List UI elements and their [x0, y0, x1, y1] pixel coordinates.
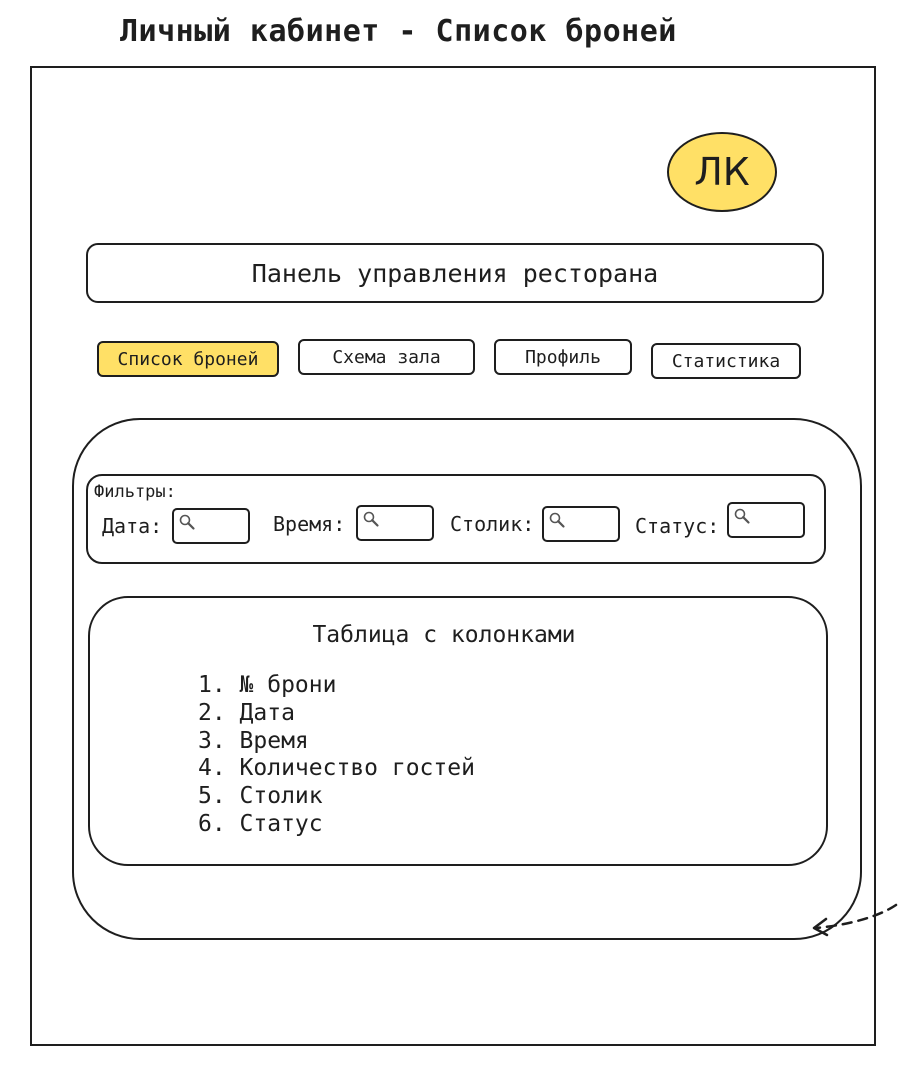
filter-time-label: Время: [273, 512, 346, 536]
list-item: 4. Количество гостей [198, 755, 475, 782]
table-title: Таблица с колонками [312, 622, 576, 648]
search-icon [548, 511, 566, 529]
tab-hall-scheme[interactable]: Схема зала [298, 339, 475, 375]
filter-status-label: Статус: [635, 514, 720, 538]
tab-bookings[interactable]: Список броней [97, 341, 279, 377]
filter-table-label: Столик: [450, 512, 535, 536]
filter-status-input[interactable] [727, 502, 805, 538]
tab-statistics[interactable]: Статистика [651, 343, 801, 379]
arrow-icon [808, 895, 898, 940]
search-icon [733, 507, 751, 525]
filter-time-input[interactable] [356, 505, 434, 541]
filter-table-input[interactable] [542, 506, 620, 542]
search-icon [178, 513, 196, 531]
list-item: 1. № брони [198, 672, 337, 698]
avatar[interactable]: ЛК [667, 132, 777, 212]
search-icon [362, 510, 380, 528]
filters-title: Фильтры: [94, 482, 176, 502]
list-item: 5. Столик [198, 783, 323, 810]
filter-date-input[interactable] [172, 508, 250, 544]
column-list [198, 672, 475, 839]
tab-profile[interactable]: Профиль [494, 339, 632, 375]
filter-date-label: Дата: [102, 514, 163, 538]
panel-header: Панель управления ресторана [86, 243, 824, 303]
page-title: Личный кабинет - Список броней [120, 14, 677, 49]
list-item: 2. Дата [198, 699, 295, 726]
list-item: 3. Время [198, 727, 309, 754]
list-item: 6. Статус [198, 810, 323, 837]
